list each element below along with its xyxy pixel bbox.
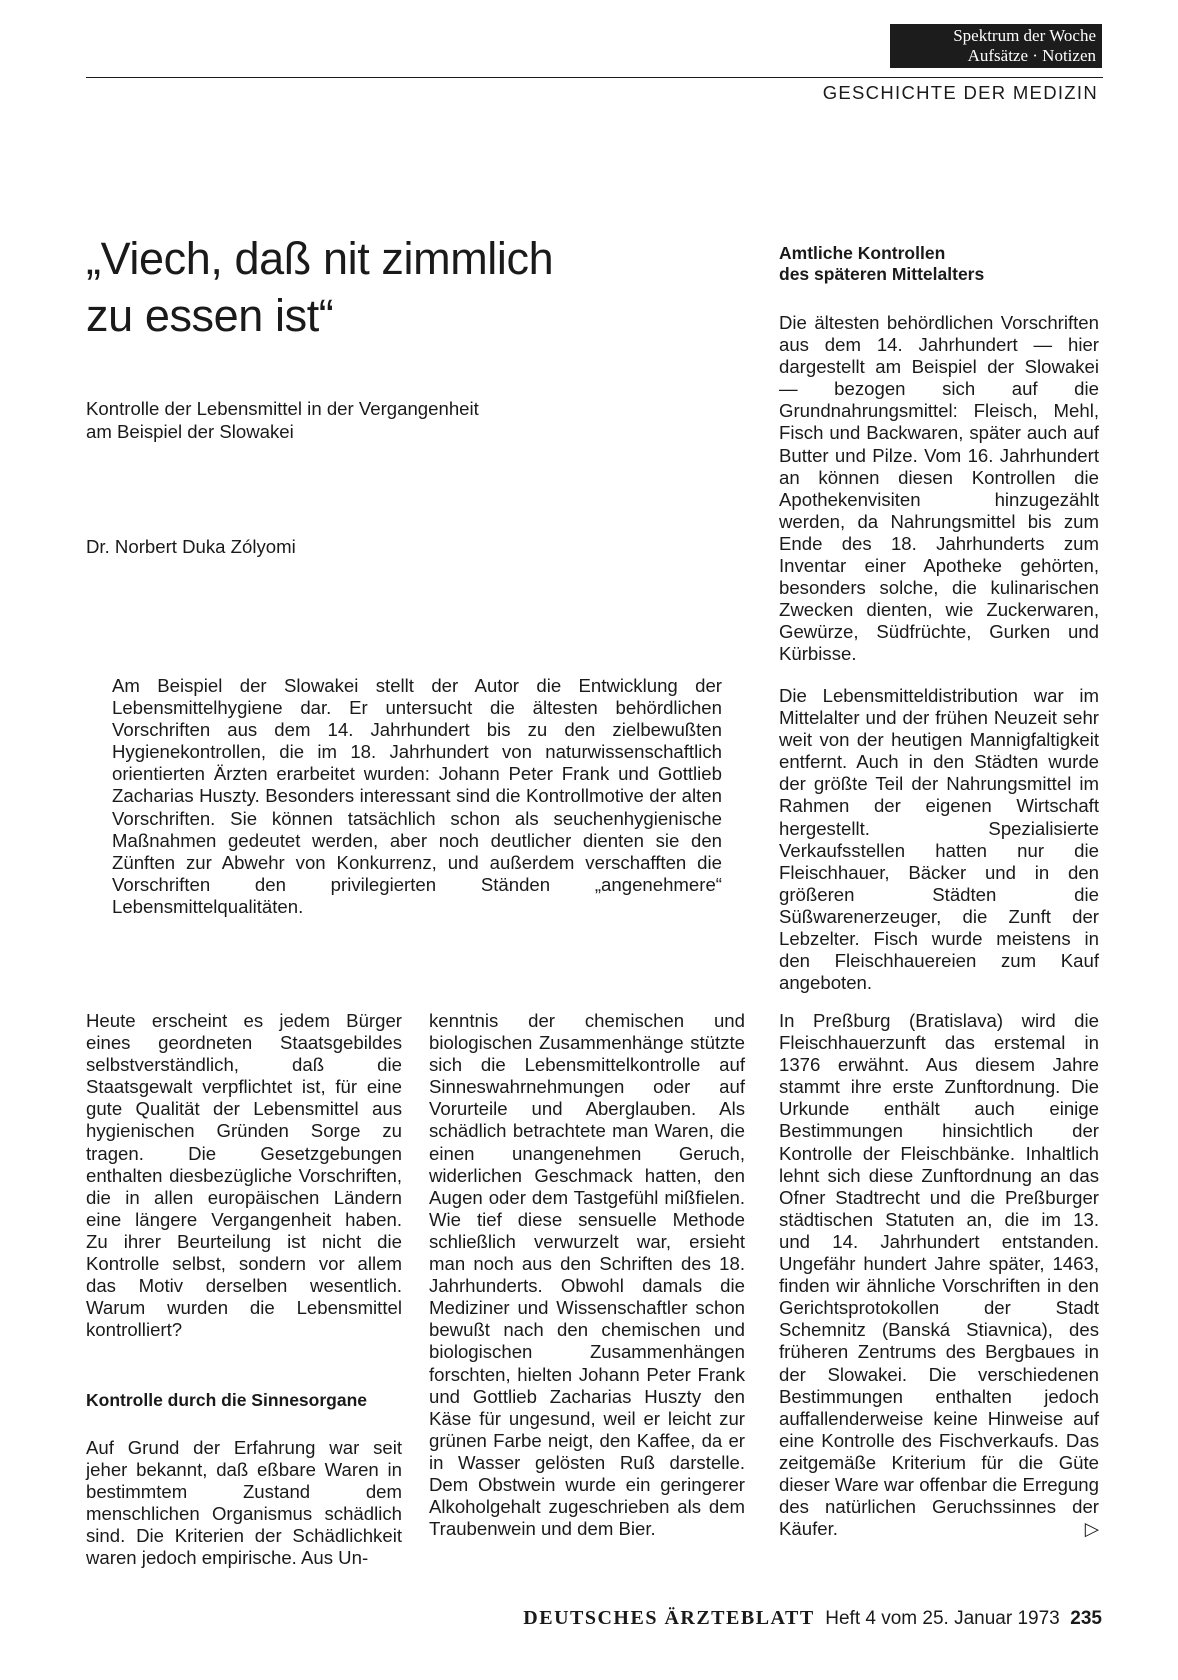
- article-subtitle-line1: Kontrolle der Lebensmittel in der Vergangenheit: [86, 398, 479, 419]
- page-number: 235: [1070, 1608, 1102, 1629]
- article-subtitle-line2: am Beispiel der Slowakei: [86, 420, 294, 442]
- section-label-box: [890, 24, 1102, 68]
- paragraph-lebensmitteldistribution: Die Lebensmitteldistribution war im Mittelalter und der frühen Neuzeit sehr weit von der heutigen Mannigfaltigkeit entfernt. Auch in den Städten wurde der größte Teil der Nahrungsmittel im Rahmen der eigenen Wirtschaft hergestellt. Spezialisierte Verkaufsstellen hatten nur die Fleischhauer, Bäcker und in den größeren Städten die Süßwarenerzeuger, die Zunft der Lebzelter. Fisch wurde meistens in den Fleischhauereien zum Kauf angeboten.: [779, 685, 1099, 994]
- article-abstract: Am Beispiel der Slowakei stellt der Autor die Entwicklung der Lebensmittelhygiene dar. Er untersucht die ältesten behördlichen Vorschriften aus dem 14. Jahrhundert bis zu den zielbewußten Hygienekontrollen, die im 18. Jahrhundert von naturwissenschaftlich orientierten Ärzten erarbeitet wurden: Johann Peter Frank und Gottlieb Zacharias Huszty. Besonders interessant sind die Kontrollmotive der alten Vorschriften. Sie können tatsächlich schon als seuchenhygienische Maßnahmen gedeutet werden, aber noch deutlicher dienten sie den Zünften zur Abwehr von Konkurrenz, und außerdem verschafften die Vorschriften den privilegierten Ständen „angenehmere“ Lebensmittelqualitäten.: [112, 675, 722, 917]
- heading-sinnesorgane: Kontrolle durch die Sinnesorgane: [86, 1390, 368, 1410]
- article-title-line1: „Viech, daß nit zimmlich: [86, 233, 554, 284]
- paragraph-sinneswahrnehmungen: kenntnis der chemischen und biologischen Zusammenhänge stützte sich die Lebensmittelkontrolle auf Sinneswahrnehmungen oder auf Vorurteile und Aberglauben. Als schädlich betrachtete man Waren, die einen unangenehmen Geruch, widerlichen Geschmack hatten, den Augen oder dem Tastgefühl mißfielen. Wie tief diese sensuelle Methode schließlich verwurzelt war, ersieht man noch aus den Schriften des 18. Jahrhunderts. Obwohl damals die Mediziner und Wissenschaftler schon bewußt nach den chemischen und biologischen Zusammenhängen forschten, hielten Johann Peter Frank und Gottlieb Zacharias Huszty den Käse für ungesund, weil er leicht zur grünen Farbe neigt, den Kaffee, da er in Wasser gelösten Ruß darstelle. Dem Obstwein wurde ein geringerer Alkoholgehalt zugeschrieben als dem Traubenwein und dem Bier.: [429, 1010, 745, 1540]
- paragraph-pressburg-text: In Preßburg (Bratislava) wird die Fleischhauerzunft das erstemal in 1376 erwähnt. Aus diesem Jahre stammt ihre erste Zunftordnung. Die Urkunde enthält auch einige Bestimmungen hinsichtlich der Kontrolle der Fleischbänke. Inhaltlich lehnt sich diese Zunftordnung an das Ofner Stadtrecht und die Preßburger städtischen Statuten an, die im 13. und 14. Jahrhundert entstanden. Ungefähr hundert Jahre später, 1463, finden wir ähnliche Vorschriften in den Gerichtsprotokollen der Stadt Schemnitz (Banská Stiavnica), des früheren Zentrums des Bergbaues in der Slowakei. Die verschiedenen Bestimmungen enthalten jedoch auffallenderweise keine Hinweise auf eine Kontrolle des Fischverkaufs. Das zeitgemäße Kriterium für die Güte dieser Ware war offenbar die Erregung des natürlichen Geruchssinnes der Käufer.: [779, 1010, 1099, 1540]
- section-heading: GESCHICHTE DER MEDIZIN: [822, 82, 1098, 103]
- heading-amtliche-line2: des späteren Mittelalters: [779, 264, 985, 284]
- paragraph-aelteste-vorschriften: Die ältesten behördlichen Vorschriften aus dem 14. Jahrhundert — hier dargestellt am Beispiel der Slowakei — bezogen sich auf die Grundnahrungsmittel: Fleisch, Mehl, Fisch und Backwaren, später auch auf Butter und Pilze. Vom 16. Jahrhundert an können diesen Kontrollen die Apothekenvisiten hinzugezählt werden, da Nahrungsmittel bis zum Ende des 18. Jahrhunderts zum Inventar einer Apotheke gehörten, besonders solche, die kulinarischen Zwecken dienten, wie Zuckerwaren, Gewürze, Südfrüchte, Gurken und Kürbisse.: [779, 312, 1099, 665]
- heading-amtliche-kontrollen: [779, 243, 1099, 285]
- section-label-line1: Spektrum der Woche: [953, 26, 1096, 45]
- article-subtitle: [86, 398, 606, 443]
- header-rule: [86, 77, 1103, 78]
- paragraph-einleitung: Heute erscheint es jedem Bürger eines geordneten Staatsgebildes selbstverständlich, daß die Staatsgewalt verpflichtet ist, für eine gute Qualität der Lebensmittel aus hygienischen Gründen Sorge zu tragen. Die Gesetzgebungen enthalten diesbezügliche Vorschriften, die in allen europäischen Ländern eine längere Vergangenheit haben. Zu ihrer Beurteilung ist nicht die Kontrolle selbst, sondern vor allem das Motiv derselben wesentlich. Warum wurden die Lebensmittel kontrolliert?: [86, 1010, 402, 1341]
- article-title: [86, 230, 606, 344]
- article-author: Dr. Norbert Duka Zólyomi: [86, 536, 296, 557]
- journal-name: DEUTSCHES ÄRZTEBLATT: [523, 1607, 815, 1629]
- paragraph-erfahrung: Auf Grund der Erfahrung war seit jeher bekannt, daß eßbare Waren in bestimmtem Zustand dem menschlichen Organismus schädlich sind. Die Kriterien der Schädlichkeit waren jedoch empirische. Aus Un-: [86, 1437, 402, 1569]
- heading-amtliche-line1: Amtliche Kontrollen: [779, 243, 946, 263]
- issue-info: Heft 4 vom 25. Januar 1973: [825, 1608, 1060, 1629]
- article-title-line2: zu essen ist“: [86, 290, 334, 341]
- page-footer: [470, 1606, 1102, 1631]
- section-label-line2: Aufsätze · Notizen: [967, 46, 1096, 65]
- paragraph-pressburg: [779, 1010, 1099, 1540]
- continue-arrow-icon: ▷: [1084, 1518, 1099, 1540]
